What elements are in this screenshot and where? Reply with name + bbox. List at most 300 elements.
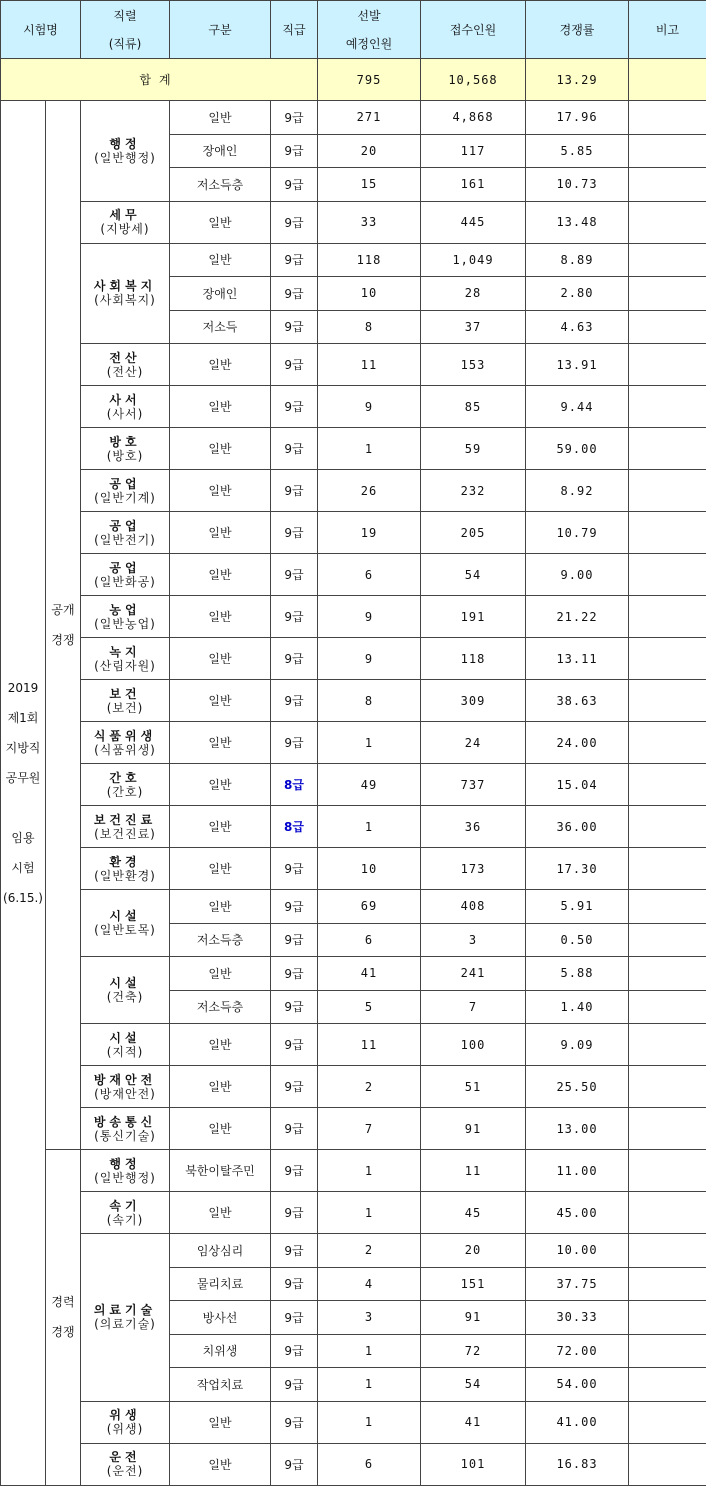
job-category-sub: (일반화공)	[94, 574, 156, 589]
grade-cell: 9급	[271, 638, 318, 680]
applicants-cell: 737	[421, 764, 526, 806]
division-cell: 일반	[170, 890, 271, 924]
job-category	[81, 1192, 170, 1234]
exam-name-line: (6.15.)	[3, 890, 43, 905]
applicants-cell: 3	[421, 923, 526, 957]
ratio-cell: 0.50	[526, 923, 629, 957]
applicants-cell: 59	[421, 428, 526, 470]
job-category-sub: (일반행정)	[94, 150, 156, 165]
division-cell: 저소득층	[170, 923, 271, 957]
grade-cell: 9급	[271, 201, 318, 243]
table-row	[1, 554, 706, 596]
ratio-cell: 13.00	[526, 1108, 629, 1150]
division-cell: 일반	[170, 1192, 271, 1234]
job-category-sub: (지적)	[106, 1044, 144, 1059]
job-category-main: 세무	[109, 208, 141, 222]
ratio-cell: 24.00	[526, 722, 629, 764]
total-section	[1, 59, 706, 101]
note-cell	[629, 310, 706, 344]
grade-cell: 9급	[271, 1192, 318, 1234]
ratio-cell: 9.00	[526, 554, 629, 596]
division-cell: 저소득	[170, 310, 271, 344]
applicants-cell: 11	[421, 1150, 526, 1192]
grade-cell: 9급	[271, 554, 318, 596]
applicants-cell: 118	[421, 638, 526, 680]
note-cell	[629, 344, 706, 386]
grade-cell: 9급	[271, 1267, 318, 1301]
header-division: 구분	[170, 1, 271, 59]
note-cell	[629, 596, 706, 638]
grade-cell: 9급	[271, 1443, 318, 1485]
job-category-main: 보건	[109, 686, 141, 701]
quota-cell: 8	[318, 310, 421, 344]
job-category-sub: (방재안전)	[94, 1086, 156, 1101]
total-quota: 795	[318, 59, 421, 101]
job-category	[81, 512, 170, 554]
data-section	[1, 101, 706, 1486]
quota-cell: 9	[318, 386, 421, 428]
quota-cell: 9	[318, 638, 421, 680]
job-category	[81, 638, 170, 680]
job-category-main: 환경	[109, 854, 141, 869]
table-row	[1, 890, 706, 924]
header-quota-line1: 선발	[357, 8, 381, 23]
table-row	[1, 806, 706, 848]
note-cell	[629, 923, 706, 957]
job-category	[81, 764, 170, 806]
table-row	[1, 848, 706, 890]
exam-name-line: 지방직	[5, 740, 41, 755]
applicants-cell: 36	[421, 806, 526, 848]
note-cell	[629, 990, 706, 1024]
division-cell: 일반	[170, 1443, 271, 1485]
quota-cell: 6	[318, 554, 421, 596]
ratio-cell: 5.91	[526, 890, 629, 924]
total-applicants: 10,568	[421, 59, 526, 101]
ratio-cell: 54.00	[526, 1368, 629, 1402]
note-cell	[629, 1267, 706, 1301]
table-row	[1, 512, 706, 554]
ratio-cell: 36.00	[526, 806, 629, 848]
ratio-cell: 16.83	[526, 1443, 629, 1485]
ratio-cell: 13.11	[526, 638, 629, 680]
table-row	[1, 243, 706, 277]
applicants-cell: 37	[421, 310, 526, 344]
note-cell	[629, 848, 706, 890]
division-cell: 일반	[170, 554, 271, 596]
job-category	[81, 1024, 170, 1066]
quota-cell: 2	[318, 1066, 421, 1108]
ratio-cell: 30.33	[526, 1301, 629, 1335]
quota-cell: 1	[318, 1334, 421, 1368]
note-cell	[629, 1024, 706, 1066]
job-category	[81, 1443, 170, 1485]
division-cell: 장애인	[170, 134, 271, 168]
quota-cell: 10	[318, 848, 421, 890]
note-cell	[629, 764, 706, 806]
grade-cell: 9급	[271, 1108, 318, 1150]
grade-cell: 9급	[271, 848, 318, 890]
division-cell: 일반	[170, 101, 271, 135]
table-row	[1, 201, 706, 243]
ratio-cell: 5.88	[526, 957, 629, 991]
ratio-cell: 17.96	[526, 101, 629, 135]
quota-cell: 10	[318, 277, 421, 311]
job-category	[81, 957, 170, 1024]
job-category-sub: (속기)	[106, 1212, 144, 1227]
grade-cell: 9급	[271, 344, 318, 386]
job-category	[81, 1234, 170, 1402]
job-category-sub: (지방세)	[100, 222, 150, 236]
grade-cell: 9급	[271, 1234, 318, 1268]
ratio-cell: 21.22	[526, 596, 629, 638]
exam-type-career	[46, 1150, 81, 1486]
job-category	[81, 848, 170, 890]
header-quota-line2: 예정인원	[345, 36, 393, 51]
quota-cell: 69	[318, 890, 421, 924]
ratio-cell: 8.89	[526, 243, 629, 277]
applicants-cell: 4,868	[421, 101, 526, 135]
grade-cell: 9급	[271, 428, 318, 470]
job-category	[81, 722, 170, 764]
job-category	[81, 1066, 170, 1108]
table-row	[1, 1066, 706, 1108]
note-cell	[629, 1368, 706, 1402]
grade-cell: 9급	[271, 722, 318, 764]
applicants-cell: 1,049	[421, 243, 526, 277]
table-row	[1, 386, 706, 428]
job-category-sub: (방호)	[106, 448, 144, 463]
applicants-cell: 91	[421, 1108, 526, 1150]
note-cell	[629, 168, 706, 202]
division-cell: 일반	[170, 680, 271, 722]
grade-cell: 9급	[271, 1066, 318, 1108]
job-category-main: 방재안전	[93, 1072, 157, 1087]
job-category-sub: (일반기계)	[94, 490, 156, 505]
job-category-main: 공업	[109, 518, 141, 533]
division-cell: 저소득층	[170, 168, 271, 202]
applicants-cell: 54	[421, 1368, 526, 1402]
note-cell	[629, 1234, 706, 1268]
division-cell: 일반	[170, 806, 271, 848]
grade-cell: 9급	[271, 1334, 318, 1368]
job-category	[81, 890, 170, 957]
quota-cell: 118	[318, 243, 421, 277]
job-category	[81, 386, 170, 428]
quota-cell: 6	[318, 1443, 421, 1485]
job-category-main: 간호	[109, 770, 141, 785]
note-cell	[629, 1150, 706, 1192]
note-cell	[629, 890, 706, 924]
table-row	[1, 680, 706, 722]
quota-cell: 19	[318, 512, 421, 554]
table-row	[1, 344, 706, 386]
quota-cell: 1	[318, 722, 421, 764]
job-category	[81, 596, 170, 638]
ratio-cell: 4.63	[526, 310, 629, 344]
grade-cell: 9급	[271, 512, 318, 554]
quota-cell: 26	[318, 470, 421, 512]
quota-cell: 1	[318, 428, 421, 470]
table-row	[1, 470, 706, 512]
ratio-cell: 8.92	[526, 470, 629, 512]
note-cell	[629, 680, 706, 722]
quota-cell: 9	[318, 596, 421, 638]
job-category-sub: (간호)	[106, 784, 144, 799]
division-cell: 일반	[170, 344, 271, 386]
applicants-cell: 85	[421, 386, 526, 428]
job-category	[81, 680, 170, 722]
grade-cell: 9급	[271, 890, 318, 924]
job-category-main: 공업	[109, 476, 141, 491]
quota-cell: 15	[318, 168, 421, 202]
grade-cell: 9급	[271, 680, 318, 722]
applicants-cell: 41	[421, 1401, 526, 1443]
header-quota	[318, 1, 421, 59]
job-category-main: 전산	[109, 350, 141, 365]
table-row	[1, 428, 706, 470]
applicants-cell: 54	[421, 554, 526, 596]
note-cell	[629, 1443, 706, 1485]
applicants-cell: 91	[421, 1301, 526, 1335]
applicants-cell: 100	[421, 1024, 526, 1066]
note-cell	[629, 638, 706, 680]
job-category	[81, 1401, 170, 1443]
exam-name-line: 시험	[11, 860, 35, 875]
table-row	[1, 1443, 706, 1485]
applicants-cell: 7	[421, 990, 526, 1024]
job-category-main: 시설	[109, 1030, 141, 1045]
exam-name-line	[1, 793, 45, 823]
quota-cell: 41	[318, 957, 421, 991]
grade-cell: 9급	[271, 923, 318, 957]
job-category-main: 사서	[109, 392, 141, 407]
table-row	[1, 1401, 706, 1443]
grade-cell: 9급	[271, 1024, 318, 1066]
note-cell	[629, 428, 706, 470]
applicants-cell: 445	[421, 201, 526, 243]
total-note	[629, 59, 706, 101]
note-cell	[629, 1401, 706, 1443]
applicants-cell: 28	[421, 277, 526, 311]
ratio-cell: 13.48	[526, 201, 629, 243]
note-cell	[629, 722, 706, 764]
note-cell	[629, 134, 706, 168]
division-cell: 일반	[170, 848, 271, 890]
quota-cell: 5	[318, 990, 421, 1024]
job-category	[81, 470, 170, 512]
applicants-cell: 45	[421, 1192, 526, 1234]
note-cell	[629, 1192, 706, 1234]
applicants-cell: 205	[421, 512, 526, 554]
job-category-sub: (일반농업)	[94, 616, 156, 631]
job-category-main: 행정	[109, 1156, 141, 1171]
ratio-cell: 11.00	[526, 1150, 629, 1192]
ratio-cell: 37.75	[526, 1267, 629, 1301]
quota-cell: 49	[318, 764, 421, 806]
applicants-cell: 161	[421, 168, 526, 202]
quota-cell: 1	[318, 1401, 421, 1443]
grade-cell: 9급	[271, 1368, 318, 1402]
division-cell: 장애인	[170, 277, 271, 311]
grade-cell: 9급	[271, 1301, 318, 1335]
ratio-cell: 13.91	[526, 344, 629, 386]
division-cell: 일반	[170, 764, 271, 806]
note-cell	[629, 277, 706, 311]
note-cell	[629, 554, 706, 596]
grade-cell: 8급	[271, 764, 318, 806]
quota-cell: 1	[318, 1192, 421, 1234]
applicants-cell: 20	[421, 1234, 526, 1268]
ratio-cell: 38.63	[526, 680, 629, 722]
division-cell: 일반	[170, 470, 271, 512]
job-category-main: 식품위생	[93, 728, 157, 743]
header-grade: 직급	[271, 1, 318, 59]
total-row	[1, 59, 706, 101]
header-job-line1: 직렬	[113, 8, 137, 23]
applicants-cell: 24	[421, 722, 526, 764]
applicants-cell: 101	[421, 1443, 526, 1485]
ratio-cell: 1.40	[526, 990, 629, 1024]
quota-cell: 7	[318, 1108, 421, 1150]
exam-name-line: 임용	[11, 830, 35, 845]
grade-cell: 9급	[271, 957, 318, 991]
grade-cell: 9급	[271, 101, 318, 135]
note-cell	[629, 386, 706, 428]
job-category-main: 시설	[109, 976, 141, 990]
job-category-sub: (식품위생)	[94, 742, 156, 757]
ratio-cell: 10.79	[526, 512, 629, 554]
applicants-cell: 117	[421, 134, 526, 168]
division-cell: 일반	[170, 428, 271, 470]
header-note: 비고	[629, 1, 706, 59]
job-category-main: 운전	[109, 1450, 141, 1464]
exam-type-open	[46, 101, 81, 1150]
job-category	[81, 428, 170, 470]
note-cell	[629, 1301, 706, 1335]
applicants-cell: 173	[421, 848, 526, 890]
grade-cell: 9급	[271, 470, 318, 512]
header-job	[81, 1, 170, 59]
job-category-sub: (건축)	[106, 990, 144, 1004]
exam-name-line: 공무원	[5, 770, 41, 785]
total-label: 합계	[1, 59, 318, 101]
ratio-cell: 25.50	[526, 1066, 629, 1108]
division-cell: 일반	[170, 1024, 271, 1066]
note-cell	[629, 806, 706, 848]
note-cell	[629, 1108, 706, 1150]
division-cell: 방사선	[170, 1301, 271, 1335]
division-cell: 일반	[170, 1108, 271, 1150]
division-cell: 일반	[170, 386, 271, 428]
header-exam-name: 시험명	[1, 1, 81, 59]
job-category-main: 시설	[109, 909, 141, 923]
job-category-sub: (보건)	[106, 700, 144, 715]
grade-cell: 8급	[271, 806, 318, 848]
grade-cell: 9급	[271, 134, 318, 168]
ratio-cell: 2.80	[526, 277, 629, 311]
division-cell: 북한이탈주민	[170, 1150, 271, 1192]
job-category-main: 의료기술	[93, 1303, 157, 1318]
applicants-cell: 151	[421, 1267, 526, 1301]
job-category-sub: (의료기술)	[94, 1317, 156, 1332]
note-cell	[629, 101, 706, 135]
quota-cell: 4	[318, 1267, 421, 1301]
job-category-main: 위생	[109, 1408, 141, 1422]
ratio-cell: 10.00	[526, 1234, 629, 1268]
division-cell: 치위생	[170, 1334, 271, 1368]
table-row	[1, 1024, 706, 1066]
job-category-main: 속기	[109, 1198, 141, 1213]
exam-name-cell	[1, 101, 46, 1486]
applicants-cell: 309	[421, 680, 526, 722]
job-category-sub: (일반토목)	[94, 923, 156, 937]
job-category-main: 행정	[109, 136, 141, 151]
division-cell: 작업치료	[170, 1368, 271, 1402]
job-category-sub: (사회복지)	[94, 293, 156, 308]
table-header	[1, 1, 706, 59]
note-cell	[629, 243, 706, 277]
job-category-sub: (운전)	[106, 1464, 144, 1478]
division-cell: 일반	[170, 638, 271, 680]
table-row	[1, 1234, 706, 1268]
division-cell: 일반	[170, 201, 271, 243]
grade-cell: 9급	[271, 243, 318, 277]
job-category-sub: (일반행정)	[94, 1170, 156, 1185]
division-cell: 물리치료	[170, 1267, 271, 1301]
header-ratio: 경쟁률	[526, 1, 629, 59]
table-row	[1, 722, 706, 764]
table-row	[1, 596, 706, 638]
grade-cell: 9급	[271, 596, 318, 638]
quota-cell: 271	[318, 101, 421, 135]
job-category	[81, 201, 170, 243]
division-cell: 일반	[170, 722, 271, 764]
note-cell	[629, 201, 706, 243]
header-job-line2: (직류)	[108, 36, 142, 51]
job-category-sub: (통신기술)	[94, 1128, 156, 1143]
note-cell	[629, 957, 706, 991]
note-cell	[629, 470, 706, 512]
job-category	[81, 344, 170, 386]
quota-cell: 1	[318, 1150, 421, 1192]
applicants-cell: 153	[421, 344, 526, 386]
exam-name-line: 제1회	[7, 710, 39, 725]
table-row	[1, 101, 706, 135]
ratio-cell: 9.44	[526, 386, 629, 428]
table-row	[1, 1192, 706, 1234]
header-applicants: 접수인원	[421, 1, 526, 59]
job-category-main: 농업	[109, 602, 141, 617]
job-category	[81, 1108, 170, 1150]
job-category-main: 사회복지	[93, 279, 157, 294]
quota-cell: 11	[318, 344, 421, 386]
quota-cell: 2	[318, 1234, 421, 1268]
ratio-cell: 15.04	[526, 764, 629, 806]
total-ratio: 13.29	[526, 59, 629, 101]
exam-type-line: 경쟁	[51, 1325, 75, 1340]
job-category-sub: (위생)	[106, 1422, 144, 1436]
job-category-main: 녹지	[109, 644, 141, 659]
quota-cell: 8	[318, 680, 421, 722]
ratio-cell: 9.09	[526, 1024, 629, 1066]
job-category-sub: (산림자원)	[94, 658, 156, 673]
job-category	[81, 101, 170, 202]
division-cell: 일반	[170, 243, 271, 277]
division-cell: 일반	[170, 596, 271, 638]
note-cell	[629, 1334, 706, 1368]
ratio-cell: 45.00	[526, 1192, 629, 1234]
